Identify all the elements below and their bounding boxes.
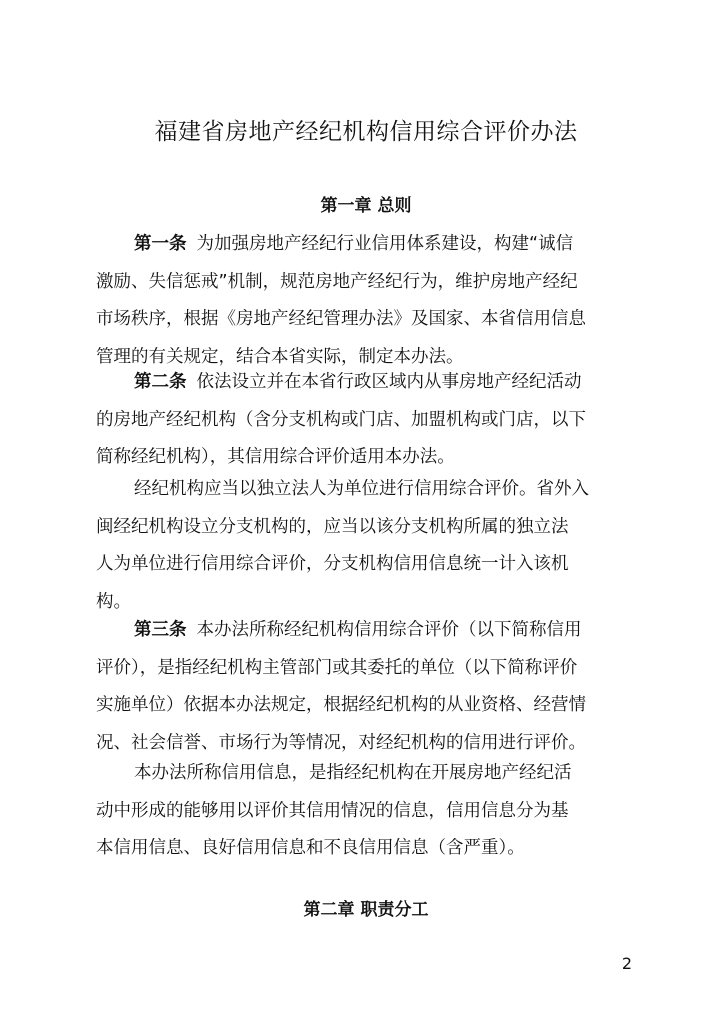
document-title: 福建省房地产经纪机构信用综合评价办法 (154, 119, 578, 145)
article-3-text-1: 本办法所称经纪机构信用综合评价（以下简称信用 (196, 620, 582, 640)
paragraph-2b-line-2: 闽经纪机构设立分支机构的，应当以该分支机构所属的独立法 (96, 516, 569, 537)
article-3-line-1 (96, 612, 642, 650)
article-1-line-2: 激励、失信惩戒”机制，规范房地产经纪行为，维护房地产经纪 (96, 271, 578, 292)
paragraph-2b-line-1: 经纪机构应当以独立法人为单位进行信用综合评价。省外入 (134, 479, 589, 499)
article-2-label: 第二条 (134, 372, 187, 392)
paragraph-2b-line-4: 构。 (96, 591, 131, 612)
page-number: 2 (621, 954, 632, 973)
article-1-label: 第一条 (134, 234, 187, 254)
paragraph-3b-line-3: 本信用信息、良好信用信息和不良信用信息（含严重）。 (96, 838, 525, 858)
chapter-2-heading: 第二章 职责分工 (303, 900, 429, 920)
chapter-1-heading: 第一章 总则 (320, 196, 412, 216)
article-3 (96, 612, 642, 762)
article-3-line-2: 评价），是指经纪机构主管部门或其委托的单位（以下简称评价 (96, 657, 578, 678)
article-3-line-4: 况、社会信誉、市场行为等情况，对经纪机构的信用进行评价。 (96, 732, 586, 753)
article-3-paragraph-2 (96, 755, 642, 868)
article-3-label: 第三条 (134, 620, 187, 640)
article-1-text-1: 为加强房地产经纪行业信用体系建设，构建“诚信 (196, 234, 574, 254)
article-2-line-1 (96, 364, 642, 402)
article-2-line-2: 的房地产经纪机构（含分支机构或门店、加盟机构或门店，以下 (96, 409, 586, 430)
paragraph-2b-line-3: 人为单位进行信用综合评价，分支机构信用信息统一计入该机 (96, 554, 569, 574)
paragraph-3b-line-2: 动中形成的能够用以评价其信用情况的信息，信用信息分为基 (96, 800, 569, 821)
article-2 (96, 364, 642, 477)
article-2-paragraph-2 (96, 471, 642, 621)
article-1-line-3: 市场秩序，根据《房地产经纪管理办法》及国家、本省信用信息 (96, 309, 586, 329)
article-2-line-3: 简称经纪机构），其信用综合评价适用本办法。 (96, 447, 455, 467)
article-2-text-1: 依法设立并在本省行政区域内从事房地产经纪活动 (196, 372, 582, 392)
article-1-line-1 (96, 226, 642, 264)
article-1 (96, 226, 642, 376)
article-1-line-4: 管理的有关规定，结合本省实际，制定本办法。 (96, 346, 464, 367)
paragraph-3b-line-1: 本办法所称信用信息，是指经纪机构在开展房地产经纪活 (134, 763, 572, 783)
article-3-line-3: 实施单位）依据本办法规定，根据经纪机构的从业资格、经营情 (96, 695, 586, 715)
